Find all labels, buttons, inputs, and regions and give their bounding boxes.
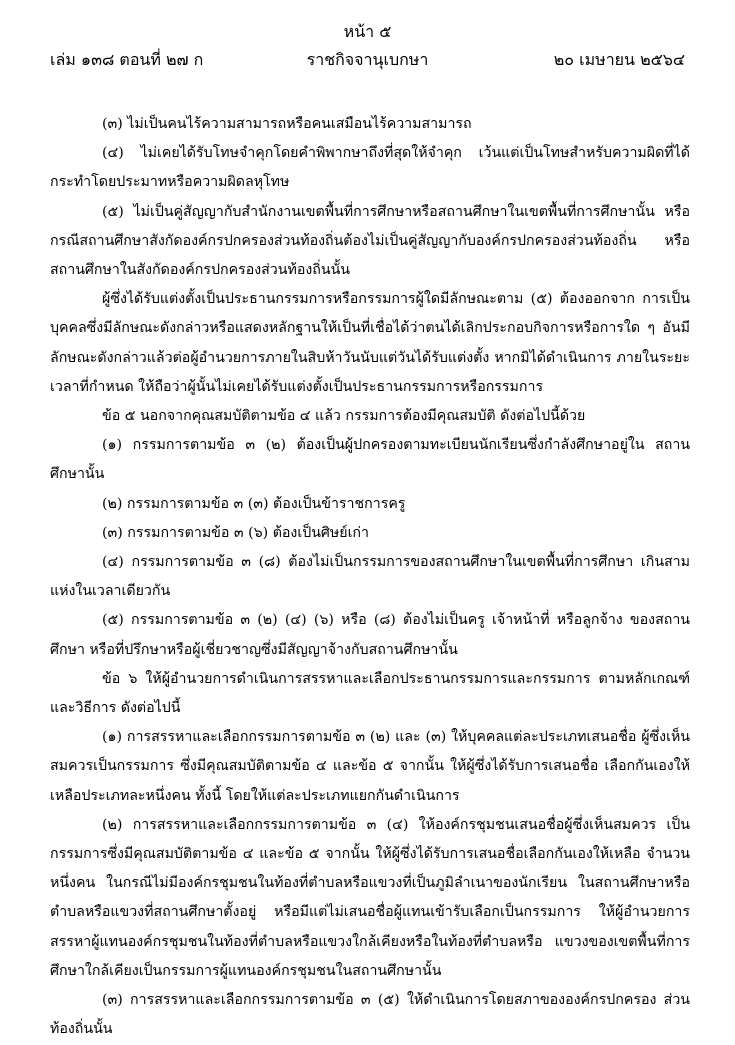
- paragraph: (๒) การสรรหาและเลือกกรรมการตามข้อ ๓ (๔) ให้องค์กรชุมชนเสนอชื่อผู้ซึ่งเห็นสมควร เป็นกรรมการซึ่งมีคุณสมบัติตามข้อ ๔ และข้อ ๕ จากนั้น ให้ผู้ซึ่งได้รับการเสนอชื่อเลือกกันเองให้เหลือ จำนวนหนึ่งคน ในกรณีไม่มีองค์กรชุมชนในท้องที่ตำบลหรือแขวงที่เป็นภูมิลำเนาของนักเรียน ในสถานศึกษาหรือตำบลหรือแขวงที่สถานศึกษาตั้งอยู่ หรือมีแต่ไม่เสนอชื่อผู้แทนเข้ารับเลือกเป็นกรรมการ ให้ผู้อำนวยการสรรหาผู้แทนองค์กรชุมชนในท้องที่ตำบลหรือแขวงใกล้เคียงหรือในท้องที่ตำบลหรือ แขวงของเขตพื้นที่การศึกษาใกล้เคียงเป็นกรรมการผู้แทนองค์กรชุมชนในสถานศึกษานั้น: [50, 816, 690, 979]
- document-body: [50, 110, 690, 1045]
- paragraph: (๕) กรรมการตามข้อ ๓ (๒) (๔) (๖) หรือ (๘) ต้องไม่เป็นครู เจ้าหน้าที่ หรือลูกจ้าง ของสถานศึกษา หรือที่ปรึกษาหรือผู้เชี่ยวชาญซึ่งมีสัญญาจ้างกับสถานศึกษานั้น: [50, 612, 690, 658]
- paragraph: (๓) กรรมการตามข้อ ๓ (๖) ต้องเป็นศิษย์เก่า: [102, 524, 369, 541]
- paragraph: (๓) การสรรหาและเลือกกรรมการตามข้อ ๓ (๕) ให้ดำเนินการโดยสภาขององค์กรปกครอง ส่วนท้องถิ่นนั้น: [50, 992, 690, 1038]
- paragraph: (๓) ไม่เป็นคนไร้ความสามารถหรือคนเสมือนไร้ความสามารถ: [102, 116, 472, 132]
- gazette-header: [50, 48, 685, 72]
- paragraph: (๕) ไม่เป็นคู่สัญญากับสำนักงานเขตพื้นที่การศึกษาหรือสถานศึกษาในเขตพื้นที่การศึกษานั้น หรือกรณีสถานศึกษาสังกัดองค์กรปกครองส่วนท้องถิ่นต้องไม่เป็นคู่สัญญากับองค์กรปกครองส่วนท้องถิ่น หรือสถานศึกษาในสังกัดองค์กรปกครองส่วนท้องถิ่นนั้น: [50, 203, 690, 279]
- volume-issue: เล่ม ๑๓๘ ตอนที่ ๒๗ ก: [50, 50, 204, 69]
- paragraph: (๑) การสรรหาและเลือกกรรมการตามข้อ ๓ (๒) และ (๓) ให้บุคคลแต่ละประเภทเสนอชื่อ ผู้ซึ่งเห็นสมควรเป็นกรรมการ ซึ่งมีคุณสมบัติตามข้อ ๔ และข้อ ๕ จากนั้น ให้ผู้ซึ่งได้รับการเสนอชื่อ เลือกกันเองให้เหลือประเภทละหนึ่งคน ทั้งนี้ โดยให้แต่ละประเภทแยกกันดำเนินการ: [50, 729, 690, 804]
- page-number: หน้า ๕: [343, 22, 392, 41]
- paragraph: (๔) ไม่เคยได้รับโทษจำคุกโดยคำพิพากษาถึงที่สุดให้จำคุก เว้นแต่เป็นโทษสำหรับความผิดที่ได้กระทำโดยประมาทหรือความผิดลหุโทษ: [50, 145, 690, 191]
- paragraph: ข้อ ๖ ให้ผู้อำนวยการดำเนินการสรรหาและเลือกประธานกรรมการและกรรมการ ตามหลักเกณฑ์และวิธีการ ดังต่อไปนี้: [50, 670, 690, 717]
- paragraph: ข้อ ๕ นอกจากคุณสมบัติตามข้อ ๔ แล้ว กรรมการต้องมีคุณสมบัติ ดังต่อไปนี้ด้วย: [102, 408, 586, 425]
- publication-date: ๒๐ เมษายน ๒๕๖๔: [553, 50, 685, 69]
- paragraph: ผู้ซึ่งได้รับแต่งตั้งเป็นประธานกรรมการหรือกรรมการผู้ใดมีลักษณะตาม (๕) ต้องออกจาก การเป็นบุคคลซึ่งมีลักษณะดังกล่าวหรือแสดงหลักฐานให้เป็นที่เชื่อได้ว่าตนได้เลิกประกอบกิจการหรือการใด ๆ อันมีลักษณะดังกล่าวแล้วต่อผู้อำนวยการภายในสิบห้าวันนับแต่วันได้รับแต่งตั้ง หากมิได้ดำเนินการ ภายในระยะเวลาที่กำหนด ให้ถือว่าผู้นั้นไม่เคยได้รับแต่งตั้งเป็นประธานกรรมการหรือกรรมการ: [50, 291, 690, 395]
- publication-title: ราชกิจจานุเบกษา: [306, 50, 429, 69]
- paragraph: (๑) กรรมการตามข้อ ๓ (๒) ต้องเป็นผู้ปกครองตามทะเบียนนักเรียนซึ่งกำลังศึกษาอยู่ใน สถานศึกษานั้น: [50, 437, 690, 483]
- paragraph: (๔) กรรมการตามข้อ ๓ (๘) ต้องไม่เป็นกรรมการของสถานศึกษาในเขตพื้นที่การศึกษา เกินสามแห่งในเวลาเดียวกัน: [50, 554, 690, 600]
- paragraph: (๒) กรรมการตามข้อ ๓ (๓) ต้องเป็นข้าราชการครู: [102, 495, 406, 512]
